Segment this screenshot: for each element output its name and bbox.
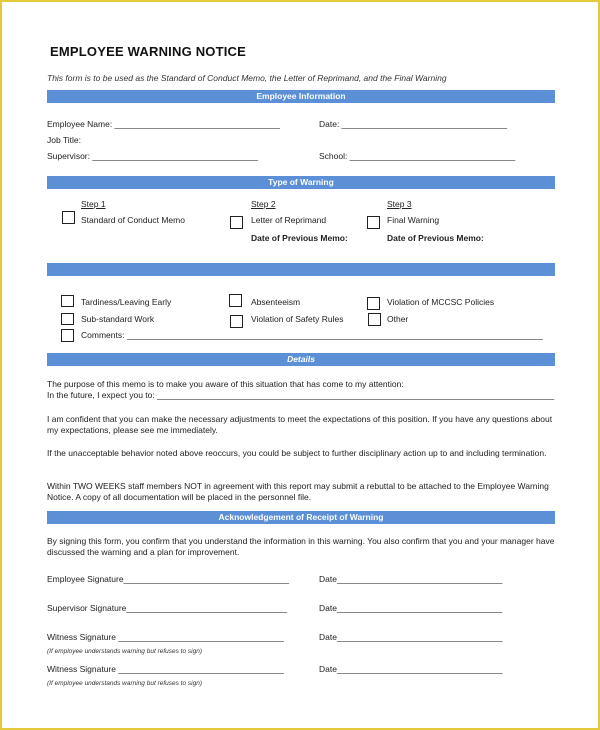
final-warning-label: Final Warning — [387, 215, 440, 225]
step-3-previous-memo-date[interactable]: Date of Previous Memo: — [387, 233, 484, 243]
step-2-checkbox[interactable] — [230, 216, 243, 229]
details-purpose-line: The purpose of this memo is to make you aware of this situation that has come to my attention: — [47, 379, 404, 389]
details-confidence-paragraph: I am confident that you can make the necessary adjustments to meet the expectations of this position. If you have any questions about my expectations, please see me immediately. — [47, 414, 553, 435]
safety-rules-checkbox[interactable] — [230, 315, 243, 328]
employee-name-field[interactable]: Employee Name: ___________________________________ — [47, 119, 281, 129]
comments-field[interactable]: Comments: ________________________________________________________________________________________ — [81, 330, 543, 340]
witness-signature-field-1[interactable]: Witness Signature ___________________________________ — [47, 632, 284, 642]
supervisor-field[interactable]: Supervisor: ___________________________________ — [47, 151, 258, 161]
date-field[interactable]: Date: ___________________________________ — [319, 119, 508, 129]
witness-note-2: (If employee understands warning but refuses to sign) — [47, 680, 203, 687]
step-3-checkbox[interactable] — [367, 216, 380, 229]
absenteeism-checkbox[interactable] — [229, 294, 242, 307]
safety-rules-label: Violation of Safety Rules — [251, 314, 344, 324]
comments-checkbox[interactable] — [61, 329, 74, 342]
section-acknowledgement: Acknowledgement of Receipt of Warning — [47, 511, 555, 524]
school-field[interactable]: School: ___________________________________ — [319, 151, 516, 161]
other-checkbox[interactable] — [368, 313, 381, 326]
employee-signature-date-field[interactable]: Date___________________________________ — [319, 574, 503, 584]
substandard-work-checkbox[interactable] — [61, 313, 74, 325]
substandard-work-label: Sub-standard Work — [81, 314, 155, 324]
witness-note-1: (If employee understands warning but refuses to sign) — [47, 648, 203, 655]
section-violation-bar — [47, 263, 555, 276]
tardiness-label: Tardiness/Leaving Early — [81, 297, 172, 307]
step-1-label: Step 1 — [81, 199, 106, 209]
witness-signature-date-field-1[interactable]: Date___________________________________ — [319, 632, 503, 642]
section-type-of-warning: Type of Warning — [47, 176, 555, 189]
section-employee-information: Employee Information — [47, 90, 555, 103]
details-rebuttal-paragraph: Within TWO WEEKS staff members NOT in agreement with this report may submit a rebuttal to be attached to the Employee Warning Notice. A copy of all documentation will be placed in the personnel file. — [47, 481, 549, 502]
supervisor-signature-field[interactable]: Supervisor Signature__________________________________ — [47, 603, 288, 613]
employee-signature-field[interactable]: Employee Signature___________________________________ — [47, 574, 290, 584]
absenteeism-label: Absenteeism — [251, 297, 301, 307]
mccsc-policies-checkbox[interactable] — [367, 297, 380, 310]
standard-of-conduct-memo-label: Standard of Conduct Memo — [81, 215, 185, 225]
witness-signature-date-field-2[interactable]: Date___________________________________ — [319, 664, 503, 674]
acknowledgement-paragraph: By signing this form, you confirm that you understand the information in this warning. You also confirm that you and your manager have discussed the warning and a plan for improvement. — [47, 536, 555, 557]
step-1-checkbox[interactable] — [62, 211, 75, 224]
tardiness-checkbox[interactable] — [61, 295, 74, 307]
letter-of-reprimand-label: Letter of Reprimand — [251, 215, 327, 225]
step-2-label: Step 2 — [251, 199, 276, 209]
page-title: EMPLOYEE WARNING NOTICE — [50, 44, 247, 59]
section-details: Details — [47, 353, 555, 366]
step-2-previous-memo-date[interactable]: Date of Previous Memo: — [251, 233, 348, 243]
supervisor-signature-date-field[interactable]: Date___________________________________ — [319, 603, 503, 613]
step-3-label: Step 3 — [387, 199, 412, 209]
details-expectation-field[interactable]: In the future, I expect you to: ____________________________________________________________________________________ — [47, 390, 555, 400]
intro-text: This form is to be used as the Standard of Conduct Memo, the Letter of Reprimand, and the Final Warning — [47, 73, 447, 83]
other-label: Other — [387, 314, 409, 324]
details-reoccurrence-paragraph: If the unacceptable behavior noted above reoccurs, you could be subject to further disciplinary action up to and including termination. — [47, 448, 547, 458]
mccsc-policies-label: Violation of MCCSC Policies — [387, 297, 495, 307]
witness-signature-field-2[interactable]: Witness Signature ___________________________________ — [47, 664, 284, 674]
job-title-field[interactable]: Job Title: — [47, 135, 82, 145]
